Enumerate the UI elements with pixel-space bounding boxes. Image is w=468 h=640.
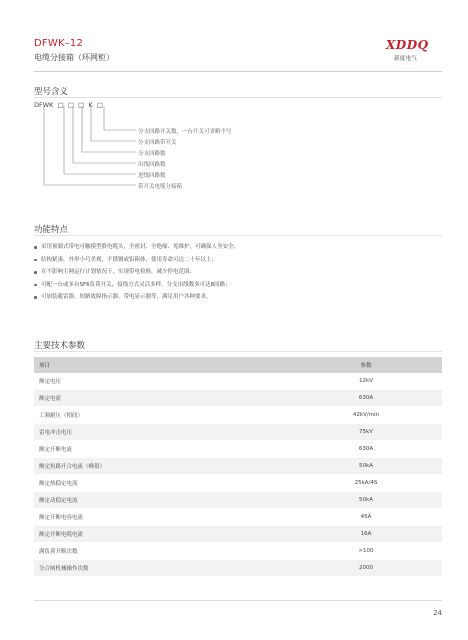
feature-item: 可配一台或多台SF6负荷开关，接线方式灵活多样，分支出线数多可达8回路； bbox=[34, 279, 444, 292]
feature-list bbox=[34, 241, 444, 304]
header-divider bbox=[34, 71, 442, 72]
company-logo bbox=[386, 38, 442, 64]
legend-label: 带开关电缆分接箱 bbox=[138, 184, 183, 190]
legend-label: 出线回路数 bbox=[138, 162, 166, 168]
leader-line bbox=[104, 106, 136, 130]
table-row bbox=[34, 560, 442, 577]
logo-mark: XDDQ bbox=[386, 38, 429, 52]
table-row bbox=[34, 509, 442, 526]
spec-item: 额定开断电容电流 bbox=[34, 509, 290, 526]
spec-item: 工频耐压（相间） bbox=[34, 407, 290, 424]
feature-item: 在不影响主网运行计划情况下，实现带电检修，减少停电范围； bbox=[34, 266, 444, 279]
spec-value: 16A bbox=[290, 526, 442, 543]
table-header-row bbox=[34, 357, 442, 373]
document-title: DFWK–12 bbox=[34, 38, 84, 49]
spec-value: 45A bbox=[290, 509, 442, 526]
spec-value: >100 bbox=[290, 543, 442, 560]
spec-item: 额定电压 bbox=[34, 373, 290, 390]
spec-value: 2000 bbox=[290, 560, 442, 577]
specs-heading: 主要技术参数 bbox=[34, 341, 86, 351]
spec-value: 12kV bbox=[290, 373, 442, 390]
legend-label: 进线回路数 bbox=[138, 173, 166, 179]
spec-item: 额定电流 bbox=[34, 390, 290, 407]
column-header-parameter: 参数 bbox=[290, 357, 442, 373]
feature-item: 采用预制式带电可触摸型股电缆头，全密封、全绝缘、免维护，可确保人身安全； bbox=[34, 241, 444, 254]
spec-item: 额定开断电流 bbox=[34, 441, 290, 458]
leader-line bbox=[91, 106, 136, 141]
leader-line bbox=[82, 106, 136, 152]
spec-item: 满负荷开断次数 bbox=[34, 543, 290, 560]
spec-value: 42kV/min bbox=[290, 407, 442, 424]
footer-divider bbox=[34, 600, 442, 601]
feature-item: 结构紧凑，外形小巧美观，不锈钢或铝箱体，使用寿命可达二十年以上； bbox=[34, 254, 444, 267]
legend-label: 分支回路带开关 bbox=[138, 140, 177, 146]
leader-line bbox=[64, 106, 136, 174]
spec-item: 额定热稳定电流 bbox=[34, 475, 290, 492]
table-row bbox=[34, 543, 442, 560]
legend-label: 分支回路开关数，一台开关可省略不写 bbox=[138, 129, 232, 135]
leader-line bbox=[44, 106, 136, 185]
table-row bbox=[34, 458, 442, 475]
spec-value: 50kA bbox=[290, 492, 442, 509]
specs-heading-divider bbox=[34, 351, 442, 352]
table-row bbox=[34, 373, 442, 390]
spec-item: 额定动稳定电流 bbox=[34, 492, 290, 509]
feature-item: 可加装避雷器、短路故障指示器、带电显示器等，满足用户各种要求。 bbox=[34, 291, 444, 304]
table-row bbox=[34, 441, 442, 458]
page-number: 24 bbox=[433, 609, 442, 617]
spec-value: 25kA/4S bbox=[290, 475, 442, 492]
table-row bbox=[34, 424, 442, 441]
leader-line bbox=[73, 106, 136, 163]
table-row bbox=[34, 390, 442, 407]
table-row bbox=[34, 475, 442, 492]
table-row bbox=[34, 492, 442, 509]
model-heading: 型号含义 bbox=[34, 87, 69, 97]
spec-item: 额定短路开合电流（峰值） bbox=[34, 458, 290, 475]
spec-table bbox=[34, 357, 442, 577]
logo-subtext: 新度电气 bbox=[394, 56, 418, 62]
model-code-diagram bbox=[34, 106, 144, 194]
legend-label: 分支回路数 bbox=[138, 151, 166, 157]
spec-value: 50kA bbox=[290, 458, 442, 475]
document-subtitle: 电缆分接箱（环网柜） bbox=[34, 53, 114, 62]
features-heading: 功能特点 bbox=[34, 225, 69, 235]
table-row bbox=[34, 526, 442, 543]
spec-value: 630A bbox=[290, 390, 442, 407]
table-row bbox=[34, 407, 442, 424]
spec-item: 雷电冲击电压 bbox=[34, 424, 290, 441]
features-heading-divider bbox=[34, 235, 442, 236]
spec-item: 分合闸机械操作次数 bbox=[34, 560, 290, 577]
spec-item: 额定开断电缆电流 bbox=[34, 526, 290, 543]
column-header-item: 项目 bbox=[34, 357, 290, 373]
model-heading-divider bbox=[34, 97, 442, 98]
spec-value: 630A bbox=[290, 441, 442, 458]
model-code: DFWK □ □ □ K □ bbox=[34, 101, 103, 109]
spec-value: 75kV bbox=[290, 424, 442, 441]
